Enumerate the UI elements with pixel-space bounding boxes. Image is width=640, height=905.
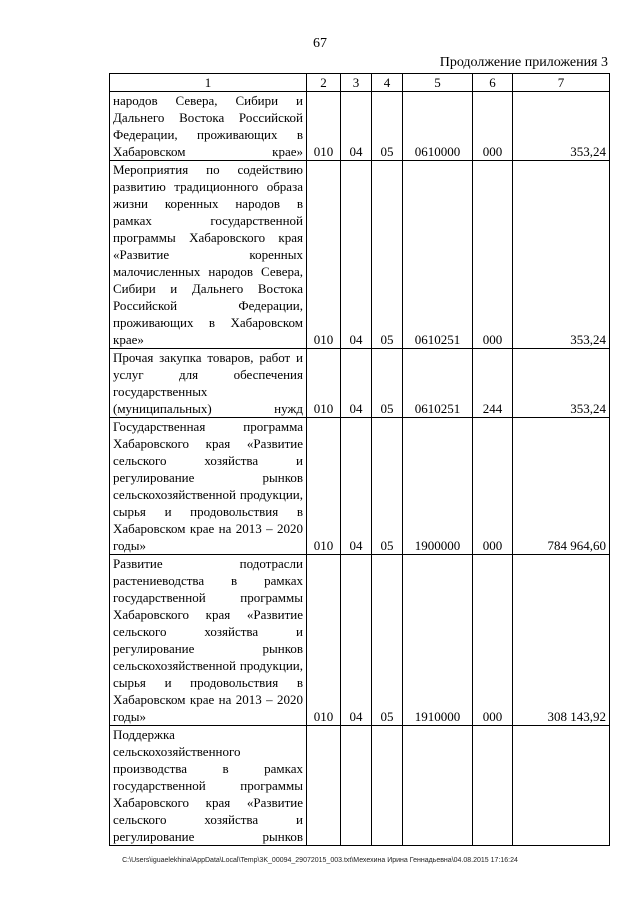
cell-subsection: 05 [372, 161, 403, 349]
header-cell: 7 [513, 74, 610, 92]
row-name: Прочая закупка товаров, работ и услуг для обеспечения государственных (муниципальных) нужд [110, 349, 307, 418]
cell-type: 000 [473, 92, 513, 161]
header-cell: 3 [341, 74, 372, 92]
header-cell: 1 [110, 74, 307, 92]
table-row [110, 726, 610, 846]
budget-table [109, 73, 610, 846]
header-cell: 5 [403, 74, 473, 92]
header-row [110, 74, 610, 92]
cell-section [341, 726, 372, 846]
table-row [110, 161, 610, 349]
cell-target: 0610000 [403, 92, 473, 161]
cell-amount: 784 964,60 [513, 418, 610, 555]
row-name: Поддержка сельскохозяйственного производства в рамках государственной программы Хабаровского края «Развитие сельского хозяйства и регулирование рынков [110, 726, 307, 846]
row-name: Государственная программа Хабаровского края «Развитие сельского хозяйства и регулирование рынков сельскохозяйственной продукции, сырья и продовольствия в Хабаровском крае на 2013 – 2020 годы» [110, 418, 307, 555]
table-row [110, 92, 610, 161]
table-row [110, 418, 610, 555]
cell-type: 000 [473, 161, 513, 349]
cell-subsection: 05 [372, 349, 403, 418]
cell-code: 010 [307, 349, 341, 418]
cell-amount: 353,24 [513, 161, 610, 349]
cell-target: 0610251 [403, 161, 473, 349]
cell-subsection: 05 [372, 555, 403, 726]
cell-amount: 353,24 [513, 92, 610, 161]
cell-target: 0610251 [403, 349, 473, 418]
cell-section: 04 [341, 555, 372, 726]
cell-code: 010 [307, 92, 341, 161]
header-cell: 4 [372, 74, 403, 92]
page-number: 67 [313, 36, 327, 51]
cell-code [307, 726, 341, 846]
cell-type: 000 [473, 418, 513, 555]
cell-code: 010 [307, 418, 341, 555]
cell-type: 000 [473, 555, 513, 726]
cell-section: 04 [341, 161, 372, 349]
cell-target: 1900000 [403, 418, 473, 555]
cell-subsection: 05 [372, 92, 403, 161]
header-cell: 6 [473, 74, 513, 92]
cell-code: 010 [307, 555, 341, 726]
table-row [110, 555, 610, 726]
cell-code: 010 [307, 161, 341, 349]
file-path-footer: C:\Users\iguaelekhina\AppData\Local\Temp\3K_00094_29072015_003.txt\Мехехина Ирина Геннадьевна\04.08.2015 17:16:24 [122, 857, 518, 864]
cell-subsection [372, 726, 403, 846]
continuation-label: Продолжение приложения 3 [439, 55, 608, 70]
cell-section: 04 [341, 418, 372, 555]
table-row [110, 349, 610, 418]
cell-target: 1910000 [403, 555, 473, 726]
cell-type: 244 [473, 349, 513, 418]
cell-target [403, 726, 473, 846]
header-cell: 2 [307, 74, 341, 92]
row-name: Развитие подотрасли растениеводства в рамках государственной программы Хабаровского края «Развитие сельского хозяйства и регулирование рынков сельскохозяйственной продукции, сырья и продовольствия в Хабаровском крае на 2013 – 2020 годы» [110, 555, 307, 726]
cell-type [473, 726, 513, 846]
cell-amount: 353,24 [513, 349, 610, 418]
cell-section: 04 [341, 92, 372, 161]
row-name: Мероприятия по содействию развитию традиционного образа жизни коренных народов в рамках государственной программы Хабаровского края «Развитие коренных малочисленных народов Севера, Сибири и Дальнего Востока Российской Федерации, проживающих в Хабаровском крае» [110, 161, 307, 349]
cell-amount [513, 726, 610, 846]
cell-amount: 308 143,92 [513, 555, 610, 726]
cell-section: 04 [341, 349, 372, 418]
cell-subsection: 05 [372, 418, 403, 555]
row-name: народов Севера, Сибири и Дальнего Востока Российской Федерации, проживающих в Хабаровском крае» [110, 92, 307, 161]
